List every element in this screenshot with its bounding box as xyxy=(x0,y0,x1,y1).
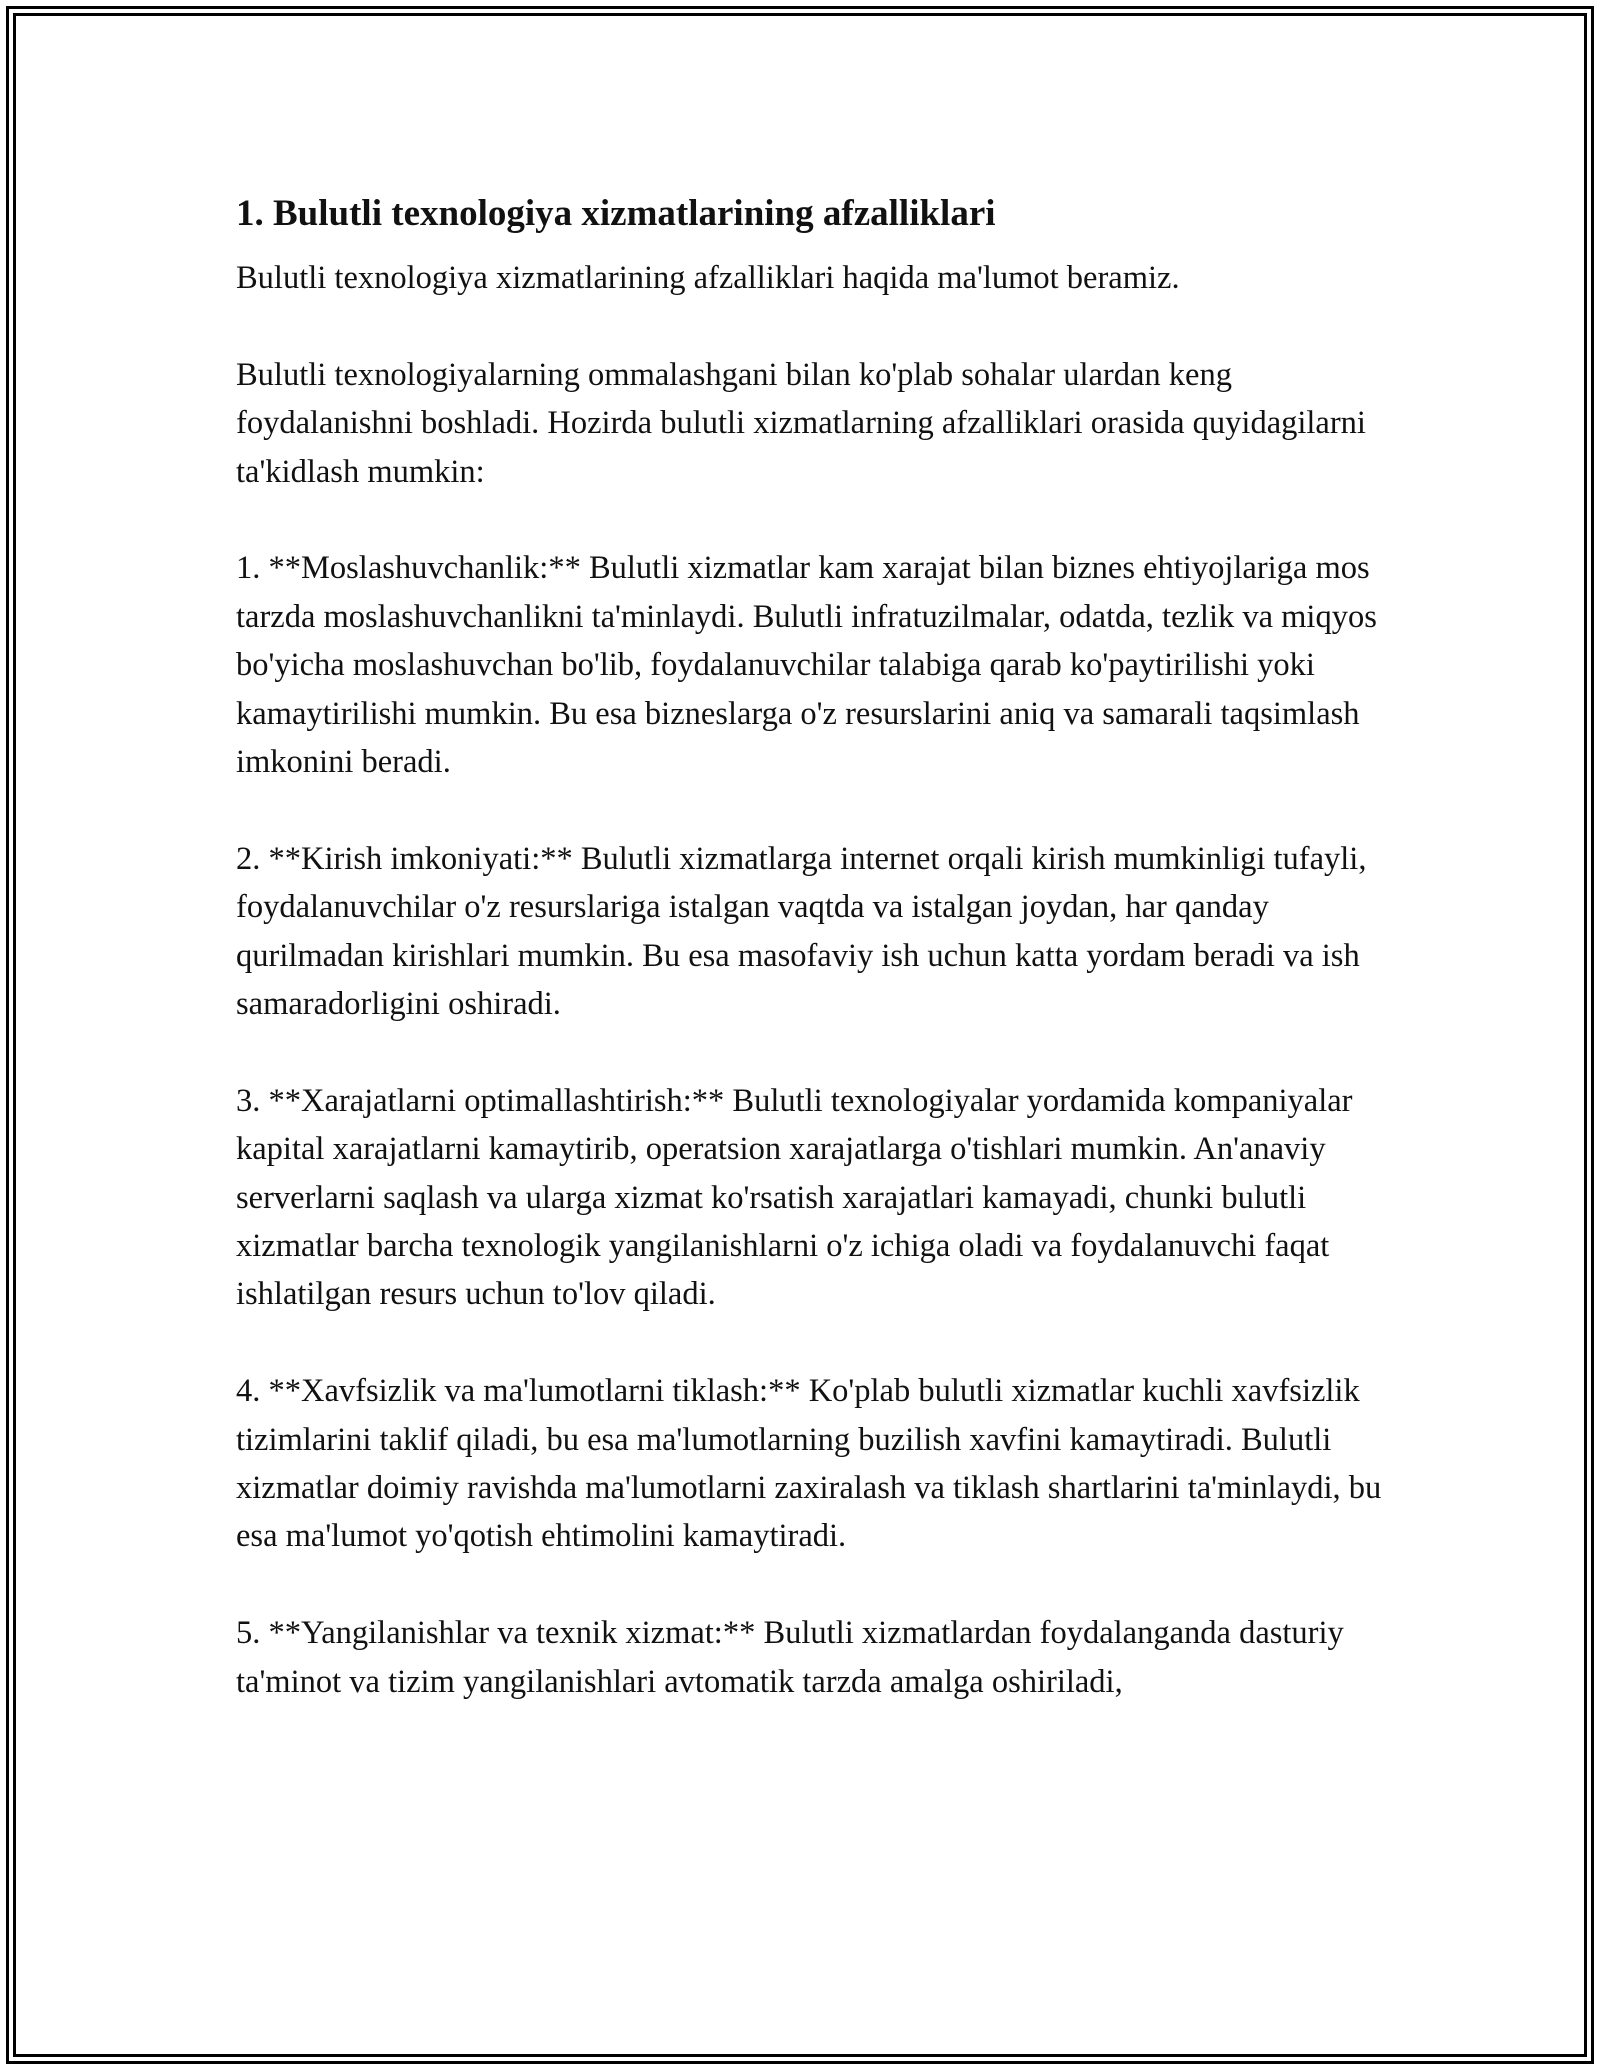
point-5-paragraph: 5. **Yangilanishlar va texnik xizmat:** Bulutli xizmatlardan foydalanganda dasturiy ta'minot va tizim yangilanishlari avtomatik tarzda amalga oshiriladi, xyxy=(236,1615,1344,1700)
point-2-paragraph: 2. **Kirish imkoniyati:** Bulutli xizmatlarga internet orqali kirish mumkinligi tufayli, foydalanuvchilar o'z resurslariga istalgan vaqtda va istalgan joydan, har qanday qurilmadan kirishlari mumkin. Bu esa masofaviy ish uchun katta yordam beradi va ish samaradorligini oshiradi. xyxy=(236,840,1367,1023)
intro-paragraph: Bulutli texnologiya xizmatlarining afzalliklari haqida ma'lumot beramiz. xyxy=(236,260,1180,296)
point-3-paragraph: 3. **Xarajatlarni optimallashtirish:** Bulutli texnologiyalar yordamida kompaniyalar kapital xarajatlarni kamaytirib, operatsion xarajatlarga o'tishlari mumkin. An'anaviy serverlarni saqlash va ularga xizmat ko'rsatish xarajatlari kamayadi, chunki bulutli xizmatlar barcha texnologik yangilanishlarni o'z ichiga oladi va foydalanuvchi faqat ishlatilgan resurs uchun to'lov qiladi. xyxy=(236,1082,1353,1313)
document-title: 1. Bulutli texnologiya xizmatlarining afzalliklari xyxy=(236,193,996,234)
lead-paragraph: Bulutli texnologiyalarning ommalashgani bilan ko'plab sohalar ulardan keng foydalanishni boshladi. Hozirda bulutli xizmatlarning afzalliklari orasida quyidagilarni ta'kidlash mumkin: xyxy=(236,356,1366,490)
point-4-paragraph: 4. **Xavfsizlik va ma'lumotlarni tiklash:** Ko'plab bulutli xizmatlar kuchli xavfsizlik tizimlarini taklif qiladi, bu esa ma'lumotlarning buzilish xavfini kamaytiradi. Bulutli xizmatlar doimiy ravishda ma'lumotlarni zaxiralash va tiklash shartlarini ta'minlaydi, bu esa ma'lumot yo'qotish ehtimolini kamaytiradi. xyxy=(236,1373,1382,1555)
document-body xyxy=(236,186,1386,1706)
point-1-paragraph: 1. **Moslashuvchanlik:** Bulutli xizmatlar kam xarajat bilan biznes ehtiyojlariga mos tarzda moslashuvchanlikni ta'minlaydi. Bulutli infratuzilmalar, odatda, tezlik va miqyos bo'yicha moslashuvchan bo'lib, foydalanuvchilar talabiga qarab ko'paytirilishi yoki kamaytirilishi mumkin. Bu esa bizneslarga o'z resurslarini aniq va samarali taqsimlash imkonini beradi. xyxy=(236,550,1377,781)
